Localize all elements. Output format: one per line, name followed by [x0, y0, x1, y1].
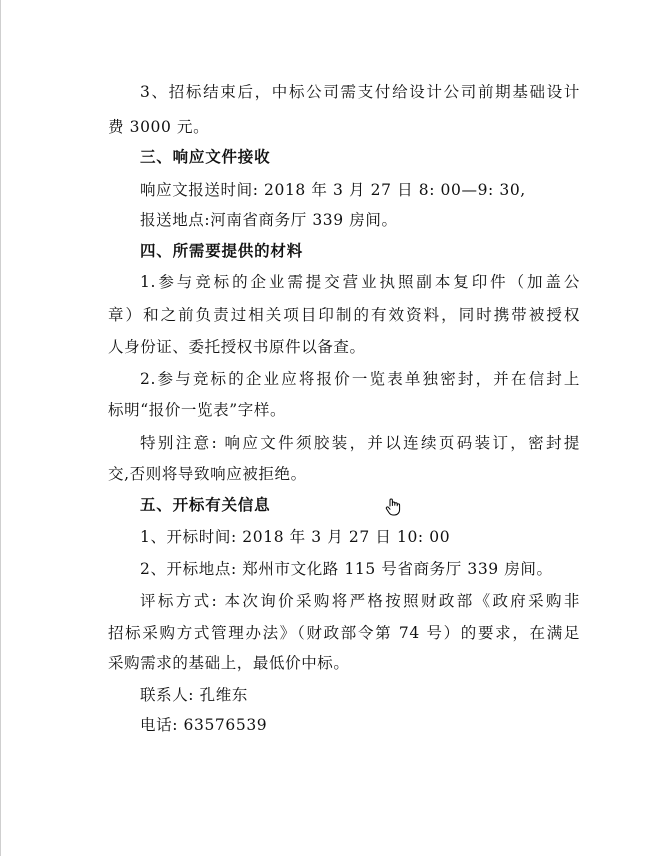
materials-item1-line3: 人身份证、委托授权书原件以备查。 — [108, 338, 366, 356]
evaluation-method-line1: 评标方式: 本次询价采购将严格按照财政部《政府采购非 — [140, 592, 580, 610]
evaluation-method-line3: 采购需求的基础上，最低价中标。 — [108, 654, 350, 672]
opening-time: 1、开标时间: 2018 年 3 月 27 日 10: 00 — [140, 528, 451, 546]
section-heading-5: 五、开标有关信息 — [140, 496, 271, 514]
contact-phone: 电话: 63576539 — [140, 716, 268, 734]
para-payment-line2: 费 3000 元。 — [108, 118, 210, 136]
evaluation-method-line2: 招标采购方式管理办法》（财政部令第 74 号）的要求，在满足 — [108, 624, 580, 642]
para-payment-line1: 3、招标结束后，中标公司需支付给设计公司前期基础设计 — [140, 83, 580, 101]
contact-person: 联系人: 孔维东 — [140, 686, 248, 704]
special-note-line2: 交,否则将导致响应被拒绝。 — [108, 465, 307, 483]
materials-item2-line2: 标明“报价一览表”字样。 — [108, 401, 287, 419]
section-heading-3: 三、响应文件接收 — [140, 148, 271, 166]
section-heading-4: 四、所需要提供的材料 — [140, 242, 304, 260]
opening-place: 2、开标地点: 郑州市文化路 115 号省商务厅 339 房间。 — [140, 560, 553, 578]
materials-item2-line1: 2.参与竞标的企业应将报价一览表单独密封，并在信封上 — [140, 370, 580, 388]
submission-time: 响应文报送时间: 2018 年 3 月 27 日 8: 00—9: 30, — [140, 181, 526, 199]
hand-pointer-icon — [384, 497, 402, 517]
materials-item1-line1: 1.参与竞标的企业需提交营业执照副本复印件（加盖公 — [140, 273, 580, 291]
materials-item1-line2: 章）和之前负责过相关项目印制的有效资料，同时携带被授权 — [108, 306, 580, 324]
special-note-line1: 特别注意: 响应文件须胶装，并以连续页码装订，密封提 — [140, 434, 580, 452]
submission-place: 报送地点:河南省商务厅 339 房间。 — [140, 211, 398, 229]
